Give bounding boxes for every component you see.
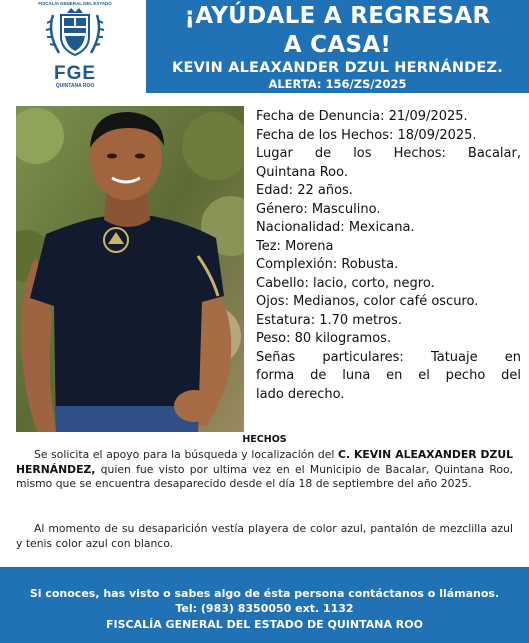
- hair: Cabello: lacio, corto, negro.: [256, 275, 435, 291]
- facts-p1-start: Se solicita el apoyo para la búsqueda y localización del: [34, 448, 339, 461]
- person-details: [256, 108, 521, 404]
- events-date: Fecha de los Hechos: 18/09/2025.: [256, 127, 477, 143]
- alert-number: ALERTA: 156/ZS/2025: [268, 77, 407, 91]
- gender: Género: Masculino.: [256, 201, 381, 217]
- facts-p1-name: C. KEVIN ALEAXANDER DZUL HERNÁNDEZ,: [16, 448, 513, 476]
- skin-tone: Tez: Morena: [256, 238, 334, 254]
- marks-line-3: lado derecho.: [256, 386, 345, 402]
- footer-phone: Tel: (983) 8350050 ext. 1132: [175, 602, 354, 615]
- events-place-line-2: Quintana Roo.: [256, 164, 348, 180]
- contact-footer: [0, 567, 529, 643]
- missing-person-photo: [16, 106, 244, 432]
- logo-acronym: FGE: [53, 63, 97, 84]
- facts-paragraph-2: Al momento de su desaparición vestía playera de color azul, pantalón de mezclilla azul y tenis color azul con blanco.: [16, 522, 513, 550]
- title-line-2: A CASA!: [283, 32, 392, 58]
- nationality: Nacionalidad: Mexicana.: [256, 220, 415, 235]
- complaint-date: Fecha de Denuncia: 21/09/2025.: [256, 109, 468, 124]
- weight: Peso: 80 kilogramos.: [256, 331, 392, 346]
- build: Complexión: Robusta.: [256, 257, 399, 272]
- facts-paragraph-1: [16, 448, 513, 492]
- height: Estatura: 1.70 metros.: [256, 312, 402, 328]
- marks-line-2: forma de luna en el pecho del: [256, 368, 521, 383]
- footer-agency: FISCALÍA GENERAL DEL ESTADO DE QUINTANA ROO: [106, 618, 423, 631]
- missing-person-name: KEVIN ALEAXANDER DZUL HERNÁNDEZ.: [172, 60, 503, 76]
- header-banner: [146, 0, 529, 93]
- events-place-line-1: Lugar de los Hechos: Bacalar,: [256, 146, 521, 161]
- eyes: Ojos: Medianos, color café oscuro.: [256, 294, 479, 309]
- facts-p1-end: quien fue visto por ultima vez en el Municipio de Bacalar, Quintana Roo, mismo que se encuentra desaparecido desde el día 18 de septiembre del año 2025.: [16, 462, 513, 491]
- marks-line-1: Señas particulares: Tatuaje en: [256, 349, 521, 365]
- logo-top-text: FISCALÍA GENERAL DEL ESTADO: [38, 1, 112, 6]
- logo-state: QUINTANA ROO: [55, 83, 95, 89]
- fge-logo: [30, 0, 120, 95]
- facts-heading: HECHOS: [242, 434, 287, 445]
- footer-call-to-action: Si conoces, has visto o sabes algo de ésta persona contáctanos o llámanos.: [29, 587, 500, 600]
- age: Edad: 22 años.: [256, 183, 353, 198]
- person-photo-illustration: [16, 106, 244, 432]
- shield-emblem-icon: [45, 7, 105, 59]
- title-line-1: ¡AYÚDALE A REGRESAR: [184, 3, 491, 29]
